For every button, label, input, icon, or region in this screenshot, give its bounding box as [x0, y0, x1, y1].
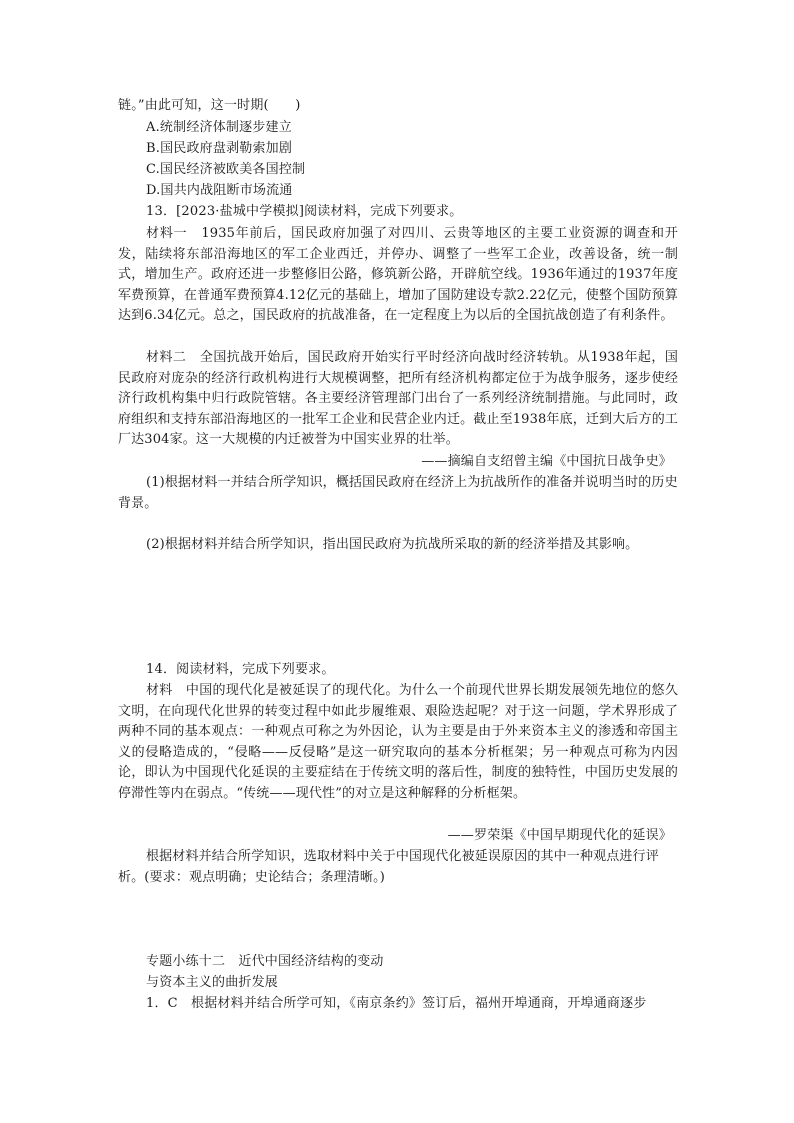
q13-sub1: (1)根据材料一并结合所学知识，概括国民政府在经济上为抗战所作的准备并说明当时的历史背景。 [118, 475, 678, 511]
answers-title-line2: 与资本主义的曲折发展 [146, 975, 279, 990]
answer-1: 1．C 根据材料并结合所学可知，《南京条约》签订后，福州开埠通商，开埠通商逐步 [146, 996, 647, 1011]
intro-line: 链。”由此可知，这一时期( ) [118, 98, 301, 113]
option-a: A.统制经济体制逐步建立 [146, 120, 292, 135]
q14-source: ——罗荣渠《中国早期现代化的延误》 [447, 828, 672, 843]
option-d: D.国共内战阻断市场流通 [146, 183, 293, 198]
q13-material2: 材料二 全国抗战开始后，国民政府开始实行平时经济向战时经济转轨。从1938年起，国民政府对庞杂的经济行政机构进行大规模调整，把所有经济机构都定位于为战争服务，逐步使经济行政机构集中归行政院管辖。各主要经济管理部门出台了一系列经济统制措施。与此同时，政府组织和支持东部沿海地区的一批军工企业和民营企业内迁。截止至1938年底，迁到大后方的工厂达304家。这一大规模的内迁被誉为中国实业界的壮举。 [118, 350, 678, 448]
answers-title-line1: 专题小练十二 近代中国经济结构的变动 [146, 954, 384, 969]
q13-source: ——摘编自支绍曾主编《中国抗日战争史》 [421, 454, 672, 469]
q14-question: 根据材料并结合所学知识，选取材料中关于中国现代化被延误原因的其中一种观点进行评析。(要求：观点明确；史论结合；条理清晰。) [118, 849, 659, 885]
option-b: B.国民政府盘剥勒索加剧 [146, 141, 293, 156]
q13-material1: 材料一 1935年前后，国民政府加强了对四川、云贵等地区的主要工业资源的调查和开发，陆续将东部沿海地区的军工企业西迁，并停办、调整了一些军工企业，改善设备，统一制式，增加生产。政府还进一步整修旧公路，修筑新公路，开辟航空线。1936年通过的1937年度军费预算，在普通军费预算4.12亿元的基础上，增加了国防建设专款2.22亿元，使整个国防预算达到6.34亿元。总之，国民政府的抗战准备，在一定程度上为以后的全国抗战创造了有利条件。 [118, 226, 678, 324]
q13-sub2: (2)根据材料并结合所学知识，指出国民政府为抗战所采取的新的经济举措及其影响。 [146, 537, 639, 552]
q14-material: 材料 中国的现代化是被延误了的现代化。为什么一个前现代世界长期发展领先地位的悠久文明，在向现代化世界的转变过程中如此步履维艰、艰险迭起呢？对于这一问题，学术界形成了两种不同的基本观点：一种观点可称之为外因论，认为主要是由于外来资本主义的渗透和帝国主义的侵略造成的，“侵略——反侵略”是这一研究取向的基本分析框架；另一种观点可称为内因论，即认为中国现代化延误的主要症结在于传统文明的落后性，制度的独特性，中国历史发展的停滞性等内在弱点。“传统——现代性”的对立是这种解释的分析框架。 [118, 683, 678, 801]
q14-header: 14．阅读材料，完成下列要求。 [146, 662, 335, 677]
option-c: C.国民经济被欧美各国控制 [146, 162, 306, 177]
q13-header: 13．[2023·盐城中学模拟]阅读材料，完成下列要求。 [146, 204, 463, 219]
